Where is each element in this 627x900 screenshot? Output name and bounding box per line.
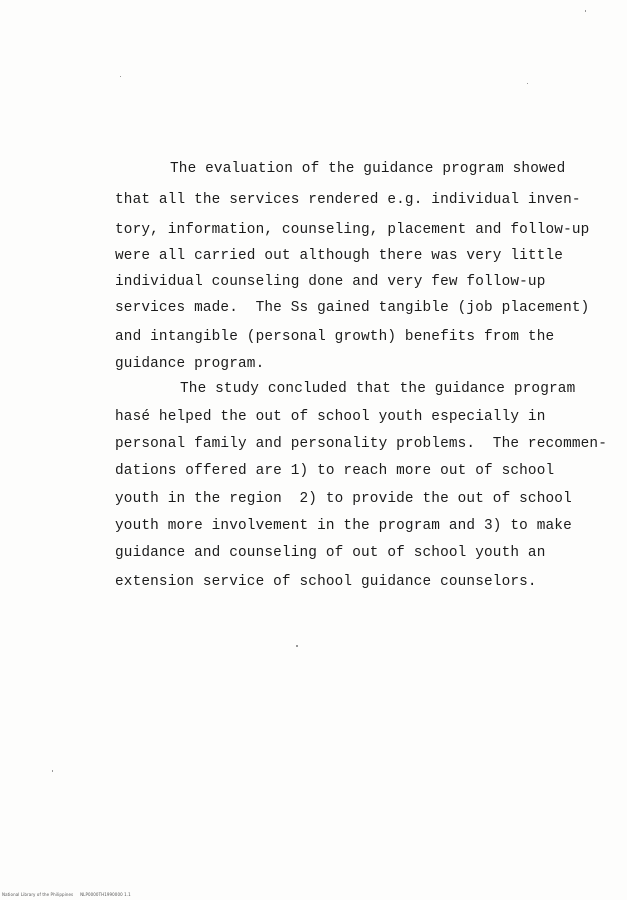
- scan-speck: [527, 83, 528, 84]
- text-line-12: dations offered are 1) to reach more out of school: [115, 463, 555, 479]
- text-line-7: and intangible (personal growth) benefits from the: [115, 329, 555, 345]
- text-line-6: services made. The Ss gained tangible (job placement): [115, 300, 590, 316]
- text-line-9: The study concluded that the guidance program: [180, 381, 576, 397]
- scan-footer: National Library of the Philippines NLP0000TH1990000 1.1: [2, 892, 131, 897]
- scan-speck: [585, 10, 586, 12]
- text-line-8: guidance program.: [115, 356, 265, 372]
- text-line-15: guidance and counseling of out of school youth an: [115, 545, 546, 561]
- text-line-11: personal family and personality problems. The recommen-: [115, 436, 608, 452]
- text-line-1: The evaluation of the guidance program showed: [170, 161, 566, 177]
- scan-speck: [52, 770, 53, 772]
- text-line-5: individual counseling done and very few follow-up: [115, 274, 546, 290]
- text-line-3: tory, information, counseling, placement and follow-up: [115, 222, 590, 238]
- text-line-2: that all the services rendered e.g. individual inven-: [115, 192, 581, 208]
- text-line-14: youth more involvement in the program and 3) to make: [115, 518, 572, 534]
- text-line-13: youth in the region 2) to provide the out of school: [115, 491, 572, 507]
- text-line-10: hasé helped the out of school youth especially in: [115, 409, 546, 425]
- text-line-16: extension service of school guidance counselors.: [115, 574, 537, 590]
- scan-speck: [120, 76, 121, 77]
- text-line-4: were all carried out although there was very little: [115, 248, 564, 264]
- scan-speck: [296, 645, 298, 647]
